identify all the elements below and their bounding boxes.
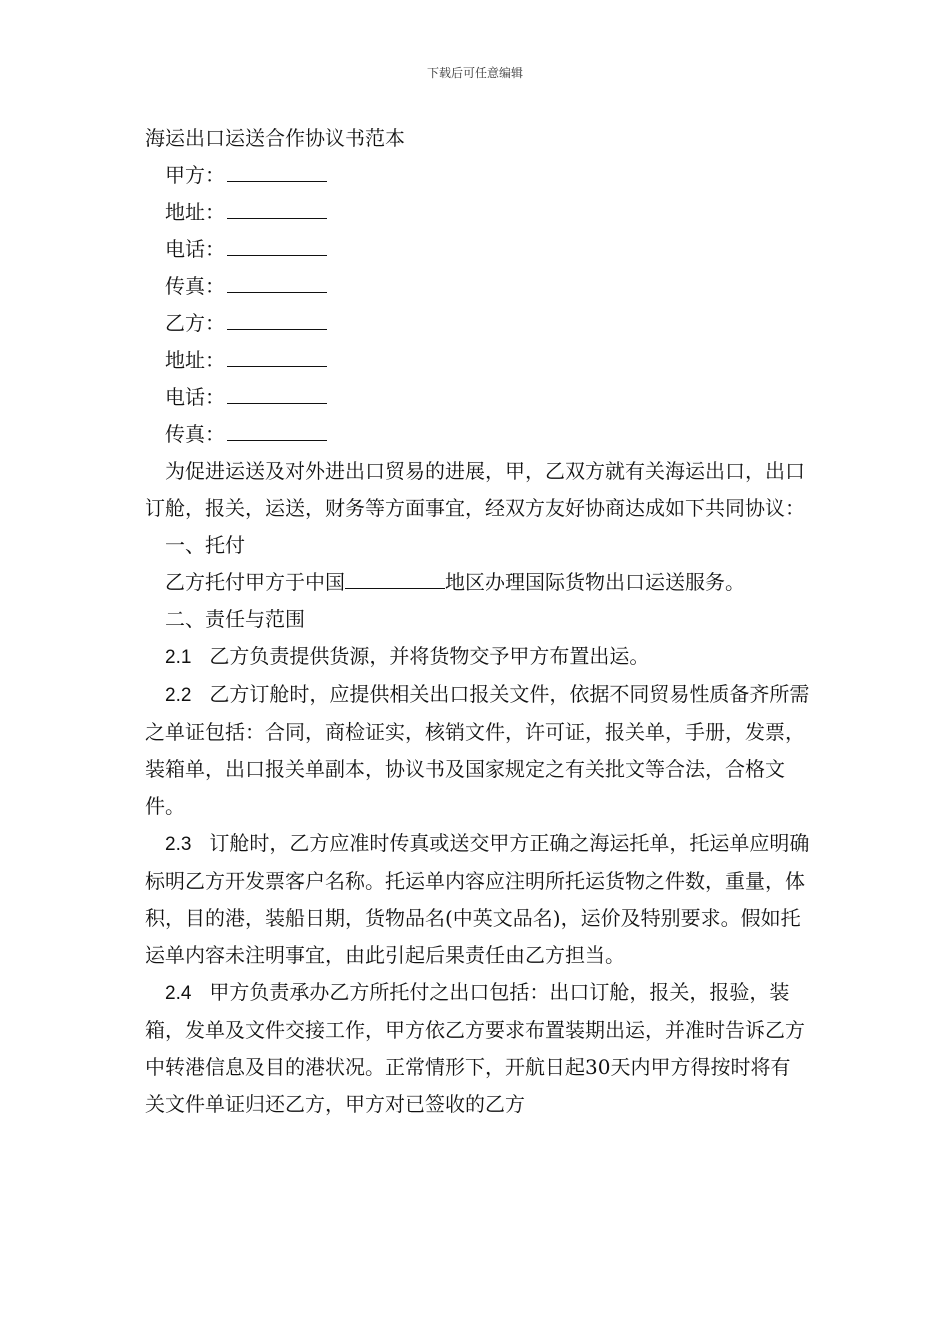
party-b-address-field xyxy=(145,342,810,379)
field-label: 地址： xyxy=(165,200,225,224)
party-b-phone-field xyxy=(145,379,810,416)
clause-text: 甲方负责承办乙方所托付之出口包括：出口订舱，报关，报验，装箱，发单及文件交接工作，甲方依乙方要求布置装期出运，并准时告诉乙方中转港信息及目的港状况。正常情形下，开航日起30天内甲方得按时将有关文件单证归还乙方，甲方对已签收的乙方 xyxy=(145,980,805,1116)
document-title: 海运出口运送合作协议书范本 xyxy=(145,126,405,150)
fill-blank xyxy=(227,416,327,441)
section-1-text xyxy=(145,564,810,601)
party-b-fax-field xyxy=(145,416,810,453)
party-a-fax-field xyxy=(145,268,810,305)
fill-blank xyxy=(345,564,445,589)
fill-blank xyxy=(227,194,327,219)
party-a-name-field xyxy=(145,157,810,194)
clause-2-4 xyxy=(145,974,810,1123)
field-label: 电话： xyxy=(165,385,225,409)
party-a-phone-field xyxy=(145,231,810,268)
section-2-heading: 二、责任与范围 xyxy=(165,607,305,631)
field-label: 传真： xyxy=(165,422,225,446)
clause-number: 2.3 xyxy=(165,834,192,855)
clause-number: 2.1 xyxy=(165,647,192,668)
page-header-note: 下载后可任意编辑 xyxy=(426,66,523,80)
field-label: 传真： xyxy=(165,274,225,298)
field-label: 甲方： xyxy=(165,163,225,187)
section-1-text-before: 乙方托付甲方于中国 xyxy=(165,570,345,594)
field-label: 电话： xyxy=(165,237,225,261)
fill-blank xyxy=(227,342,327,367)
clause-2-2 xyxy=(145,676,810,825)
party-a-address-field xyxy=(145,194,810,231)
clause-2-1 xyxy=(145,638,810,676)
field-label: 乙方： xyxy=(165,311,225,335)
clause-2-3 xyxy=(145,825,810,974)
clause-text: 乙方订舱时，应提供相关出口报关文件，依据不同贸易性质备齐所需之单证包括：合同，商检证实，核销文件，许可证，报关单，手册，发票，装箱单，出口报关单副本，协议书及国家规定之有关批文等合法，合格文件。 xyxy=(145,682,810,818)
clause-text: 订舱时，乙方应准时传真或送交甲方正确之海运托单，托运单应明确标明乙方开发票客户名称。托运单内容应注明所托运货物之件数，重量，体积，目的港，装船日期，货物品名(中英文品名)，运价及特别要求。假如托运单内容未注明事宜，由此引起后果责任由乙方担当。 xyxy=(145,831,810,967)
clause-number: 2.2 xyxy=(165,685,192,706)
clause-number: 2.4 xyxy=(165,983,192,1004)
fill-blank xyxy=(227,157,327,182)
intro-paragraph: 为促进运送及对外进出口贸易的进展，甲，乙双方就有关海运出口，出口订舱，报关，运送，财务等方面事宜，经双方友好协商达成如下共同协议： xyxy=(145,459,805,520)
clause-text: 乙方负责提供货源，并将货物交予甲方布置出运。 xyxy=(209,644,650,668)
fill-blank xyxy=(227,268,327,293)
fill-blank xyxy=(227,379,327,404)
section-1-heading: 一、托付 xyxy=(165,533,245,557)
party-b-name-field xyxy=(145,305,810,342)
section-1-text-after: 地区办理国际货物出口运送服务。 xyxy=(445,570,745,594)
fill-blank xyxy=(227,305,327,330)
document-body xyxy=(145,120,810,1123)
fill-blank xyxy=(227,231,327,256)
field-label: 地址： xyxy=(165,348,225,372)
